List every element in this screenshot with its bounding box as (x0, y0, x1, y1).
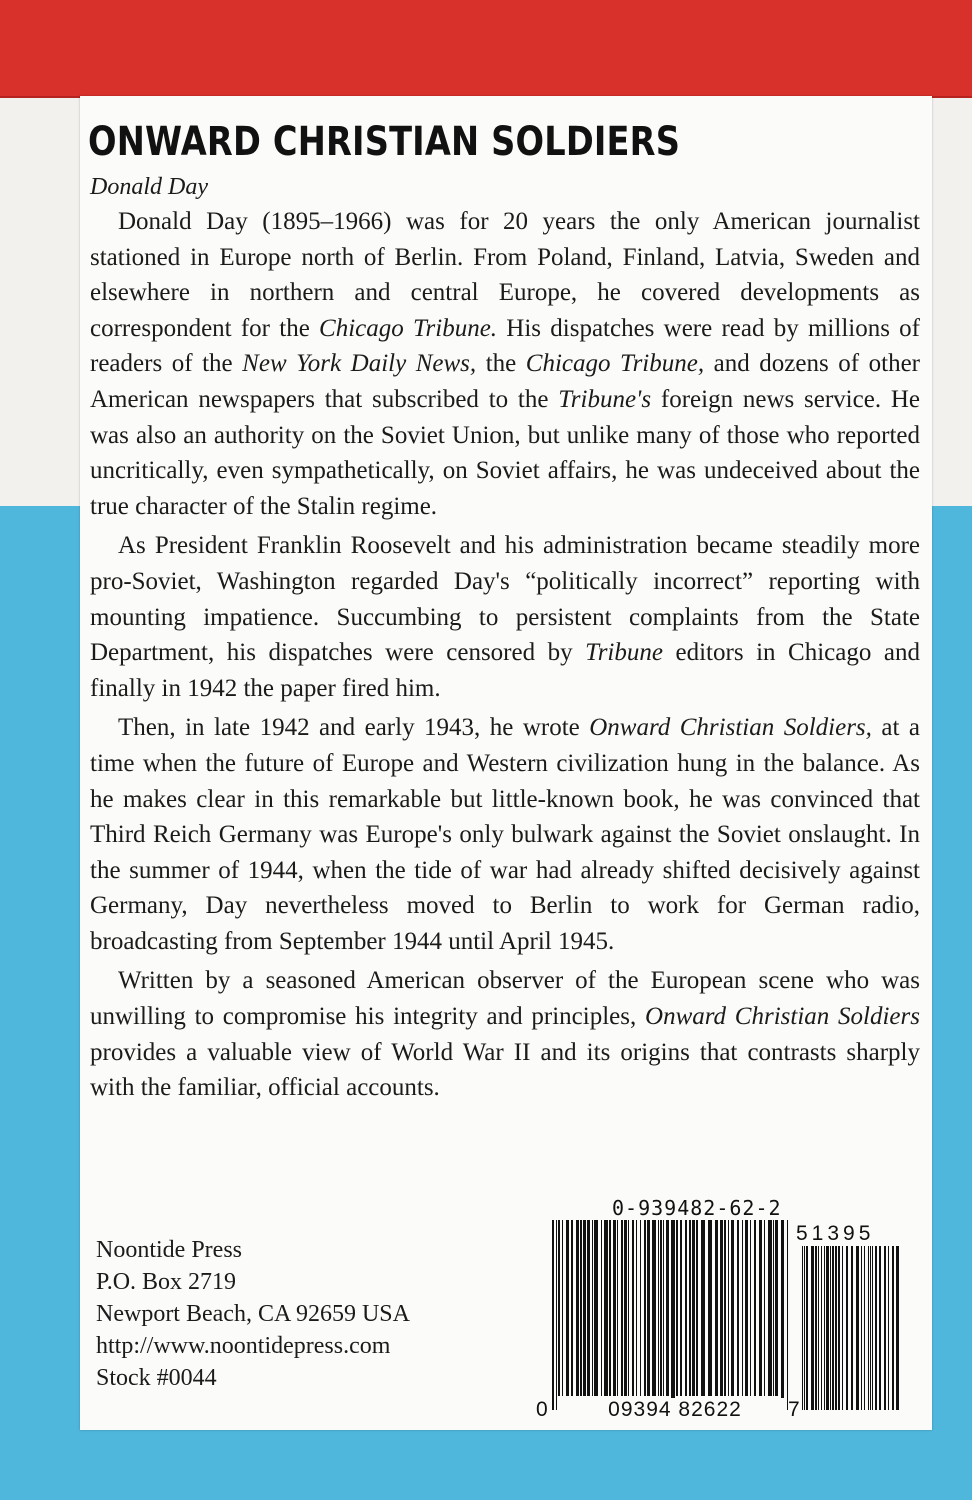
price-code: 51395 (796, 1222, 875, 1245)
barcode-bar (842, 1246, 843, 1410)
barcode-bar (787, 1220, 788, 1410)
barcode-bars (530, 1220, 920, 1420)
barcode-bar (696, 1220, 698, 1396)
barcode-bar (671, 1220, 675, 1410)
barcode-bar (838, 1246, 840, 1410)
barcode-bar (680, 1220, 682, 1396)
barcode-bar (781, 1220, 784, 1410)
barcode-bar (826, 1246, 829, 1410)
barcode-bar (666, 1220, 669, 1396)
barcode-bar (824, 1246, 825, 1410)
barcode-bar (811, 1246, 814, 1410)
barcode-bar (562, 1220, 563, 1396)
barcode-bar (759, 1220, 762, 1396)
barcode-bar (724, 1220, 726, 1396)
ean-first-digit: 0 (536, 1398, 548, 1421)
barcode-bar (701, 1220, 705, 1396)
barcode-bar (580, 1220, 582, 1396)
description-paragraph-3: Then, in late 1942 and early 1943, he wrote Onward Christian Soldiers, at a time when the future of Europe and Western civilization hung in the balance. As he makes clear in this remarkable but little-known book, he was convinced that Third Reich Germany was Europe's only bulwark against the Soviet onslaught. In the summer of 1944, when the tide of war had already shifted decisively against Germany, Day nevertheless moved to Berlin to work for German radio, broadcasting from September 1944 until April 1945. (90, 714, 920, 955)
barcode-bar (658, 1220, 659, 1396)
barcode-bar (884, 1246, 886, 1410)
barcode-bar (692, 1220, 695, 1396)
top-red-band (0, 0, 972, 98)
barcode-bar (835, 1246, 837, 1410)
barcode-bar (604, 1220, 608, 1396)
barcode-bar (689, 1220, 691, 1396)
barcode-bar (830, 1246, 831, 1410)
barcode-bar (621, 1220, 623, 1396)
description-paragraph-2: As President Franklin Roosevelt and his administration became steadily more pro-Soviet, Washington regarded Day's “politically incorrect” reporting with mounting impatience. Succumbing to persistent complaints from the State Department, his dispatches were censored by Tribune editors in Chicago and finally in 1942 the paper fired him. (90, 532, 920, 702)
barcode-bar (888, 1246, 889, 1410)
barcode-bar (715, 1220, 718, 1396)
description-paragraph-4: Written by a seasoned American observer of the European scene who was unwilling to compromise his integrity and principles, Onward Christian Soldiers provides a valuable view of World War II and its origins that contrasts sharply with the familiar, official accounts. (90, 967, 920, 1102)
barcode-bar (720, 1220, 723, 1396)
barcode-bar (818, 1246, 819, 1410)
barcode-bar (676, 1220, 678, 1396)
barcode-bar (868, 1246, 869, 1410)
publisher-city: Newport Beach, CA 92659 USA (96, 1301, 410, 1327)
barcode-bar (660, 1220, 662, 1396)
publisher-name: Noontide Press (96, 1237, 242, 1263)
barcode-bar (632, 1220, 634, 1396)
barcode-bar (864, 1246, 865, 1410)
barcode-bar (644, 1220, 646, 1396)
barcode-bar (815, 1246, 817, 1410)
barcode-bar (806, 1246, 808, 1410)
barcode-bar (652, 1220, 656, 1396)
barcode-bar (846, 1246, 848, 1410)
barcode-bar (731, 1220, 734, 1396)
barcode-bar (624, 1220, 627, 1396)
publisher-stock: Stock #0044 (96, 1365, 217, 1391)
barcode-bar (576, 1220, 579, 1396)
barcode-bar (804, 1246, 805, 1410)
description (90, 204, 920, 1110)
barcode-bar (647, 1220, 650, 1396)
barcode-bar (594, 1220, 598, 1396)
barcode-bar (832, 1246, 834, 1410)
barcode-bar (768, 1220, 772, 1396)
barcode-bar (875, 1246, 877, 1410)
barcode-bar (754, 1220, 756, 1396)
barcode-bar (613, 1220, 616, 1396)
barcode-bar (745, 1220, 748, 1396)
barcode-bar (617, 1220, 618, 1396)
barcode-bar (742, 1220, 743, 1396)
barcode-bar (592, 1220, 593, 1396)
barcode-bar (640, 1220, 641, 1396)
barcode-bar (628, 1220, 629, 1396)
barcode-bar (708, 1220, 712, 1396)
publisher-url: http://www.noontidepress.com (96, 1333, 391, 1359)
publisher-po-box: P.O. Box 2719 (96, 1269, 237, 1295)
barcode-bar (851, 1246, 853, 1410)
barcode-bar (556, 1220, 557, 1410)
book-author: Donald Day (90, 174, 208, 200)
barcode-bar (861, 1246, 862, 1410)
barcode-bar (775, 1220, 778, 1396)
ean-middle-digits: 09394 82622 (566, 1398, 784, 1422)
barcode-bar (685, 1220, 687, 1396)
barcode-bar (879, 1246, 881, 1410)
barcode-bar (872, 1246, 873, 1410)
barcode-bar (601, 1220, 602, 1396)
barcode-bar (571, 1220, 573, 1396)
barcode-bar (663, 1220, 664, 1396)
ean-check-digit: 7 (788, 1398, 800, 1421)
barcode-bar (773, 1220, 774, 1396)
barcode-bar (728, 1220, 729, 1396)
barcode-bar (609, 1220, 611, 1396)
barcode-bar (750, 1220, 751, 1396)
publisher-info (96, 1234, 410, 1394)
barcode-bar (764, 1220, 765, 1396)
barcode-bar (552, 1220, 554, 1410)
description-paragraph-1: Donald Day (1895–1966) was for 20 years the only American journalist stationed in Europe north of Berlin. From Poland, Finland, Latvia, Sweden and elsewhere in northern and central Europe, he covered developments as correspondent for the Chicago Tribune. His dispatches were read by millions of readers of the New York Daily News, the Chicago Tribune, and dozens of other American newspapers that subscribed to the Tribune's foreign news service. He was also an authority on the Soviet Union, but unlike many of those who reported uncritically, even sympathetically, on Soviet affairs, he was undeceived about the true character of the Stalin regime. (90, 208, 921, 520)
barcode-bar (870, 1246, 871, 1410)
barcode-bar (583, 1220, 586, 1396)
barcode-bar (856, 1246, 859, 1410)
barcode-bar (566, 1220, 569, 1396)
isbn-number: 0-939482-62-2 (612, 1196, 782, 1220)
barcode-bar (896, 1246, 899, 1410)
barcode (530, 1220, 920, 1420)
book-title: ONWARD CHRISTIAN SOLDIERS (88, 119, 681, 165)
barcode-bar (737, 1220, 739, 1396)
barcode-bar (558, 1220, 560, 1396)
barcode-bar (821, 1246, 822, 1410)
barcode-bar (892, 1246, 894, 1410)
barcode-bar (636, 1220, 637, 1396)
barcode-bar (802, 1246, 803, 1410)
barcode-bar (587, 1220, 590, 1396)
